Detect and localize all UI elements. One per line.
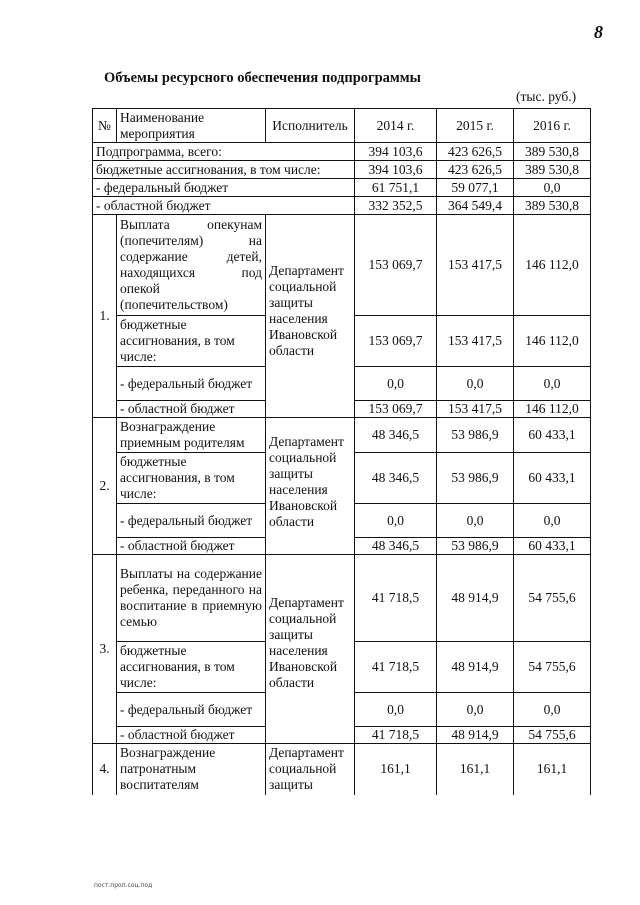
value-2016: 54 755,6 [514, 555, 591, 642]
value-2014: 153 069,7 [355, 401, 437, 418]
header-executor: Исполнитель [266, 109, 355, 143]
value-2015: 48 914,9 [437, 555, 514, 642]
value-2016: 0,0 [514, 693, 591, 727]
value-2015: 423 626,5 [437, 161, 514, 179]
value-2016: 60 433,1 [514, 418, 591, 453]
value-2015: 53 986,9 [437, 453, 514, 504]
summary-label: - федеральный бюджет [93, 179, 355, 197]
activity-name: Выплаты на содержание ребенка, переданного на воспитание в приемную семью [117, 555, 266, 642]
footer-filename: пост.проп.соц.под [94, 882, 153, 889]
activity-name: бюджетные ассигнования, в том числе: [117, 453, 266, 504]
activity-name: бюджетные ассигнования, в том числе: [117, 316, 266, 367]
item-number: 4. [93, 744, 117, 795]
value-2014: 48 346,5 [355, 538, 437, 555]
page-title: Объемы ресурсного обеспечения подпрограммы [104, 70, 421, 86]
value-2015: 423 626,5 [437, 143, 514, 161]
header-2016: 2016 г. [514, 109, 591, 143]
activity-name: - областной бюджет [117, 401, 266, 418]
value-2015: 153 417,5 [437, 215, 514, 316]
value-2015: 48 914,9 [437, 727, 514, 744]
summary-label: бюджетные ассигнования, в том числе: [93, 161, 355, 179]
activity-name: - областной бюджет [117, 727, 266, 744]
value-2014: 0,0 [355, 693, 437, 727]
page-number: 8 [594, 22, 603, 42]
value-2016: 389 530,8 [514, 143, 591, 161]
value-2014: 41 718,5 [355, 727, 437, 744]
value-2014: 61 751,1 [355, 179, 437, 197]
activity-name: Вознаграждение патронатным воспитателям [117, 744, 266, 795]
value-2016: 161,1 [514, 744, 591, 795]
value-2015: 0,0 [437, 367, 514, 401]
value-2015: 59 077,1 [437, 179, 514, 197]
summary-row [93, 179, 591, 197]
value-2014: 394 103,6 [355, 161, 437, 179]
value-2014: 48 346,5 [355, 418, 437, 453]
value-2015: 53 986,9 [437, 538, 514, 555]
value-2016: 0,0 [514, 504, 591, 538]
activity-name: - федеральный бюджет [117, 693, 266, 727]
table-row [93, 215, 591, 316]
activity-name: бюджетные ассигнования, в том числе: [117, 642, 266, 693]
activity-name: - федеральный бюджет [117, 367, 266, 401]
header-2015: 2015 г. [437, 109, 514, 143]
header-name: Наименование мероприятия [117, 109, 266, 143]
value-2015: 161,1 [437, 744, 514, 795]
resource-table [92, 108, 591, 795]
executor: Департамент социальной защиты населения Ивановской области [266, 555, 355, 744]
summary-row [93, 161, 591, 179]
value-2014: 41 718,5 [355, 642, 437, 693]
value-2016: 146 112,0 [514, 401, 591, 418]
value-2014: 153 069,7 [355, 316, 437, 367]
table-header-row [93, 109, 591, 143]
value-2014: 161,1 [355, 744, 437, 795]
value-2015: 53 986,9 [437, 418, 514, 453]
value-2016: 60 433,1 [514, 453, 591, 504]
executor: Департамент социальной защиты [266, 744, 355, 795]
value-2016: 54 755,6 [514, 727, 591, 744]
value-2015: 364 549,4 [437, 197, 514, 215]
activity-name: Выплата опекунам (попечителям) на содержание детей, находящихся под опекой (попечительством) [117, 215, 266, 316]
header-2014: 2014 г. [355, 109, 437, 143]
value-2014: 0,0 [355, 367, 437, 401]
item-number: 3. [93, 555, 117, 744]
value-2016: 0,0 [514, 367, 591, 401]
value-2016: 146 112,0 [514, 215, 591, 316]
summary-row [93, 197, 591, 215]
value-2016: 146 112,0 [514, 316, 591, 367]
value-2016: 54 755,6 [514, 642, 591, 693]
value-2016: 0,0 [514, 179, 591, 197]
activity-name: - федеральный бюджет [117, 504, 266, 538]
table-row [93, 555, 591, 642]
value-2015: 0,0 [437, 693, 514, 727]
value-2015: 0,0 [437, 504, 514, 538]
item-number: 2. [93, 418, 117, 555]
value-2015: 153 417,5 [437, 401, 514, 418]
value-2014: 153 069,7 [355, 215, 437, 316]
summary-row [93, 143, 591, 161]
value-2015: 153 417,5 [437, 316, 514, 367]
value-2014: 48 346,5 [355, 453, 437, 504]
activity-name: Вознаграждение приемным родителям [117, 418, 266, 453]
units-label: (тыс. руб.) [516, 89, 577, 104]
value-2014: 41 718,5 [355, 555, 437, 642]
value-2014: 394 103,6 [355, 143, 437, 161]
value-2015: 48 914,9 [437, 642, 514, 693]
value-2014: 0,0 [355, 504, 437, 538]
summary-label: Подпрограмма, всего: [93, 143, 355, 161]
value-2016: 389 530,8 [514, 161, 591, 179]
item-number: 1. [93, 215, 117, 418]
table-row [93, 744, 591, 795]
value-2016: 389 530,8 [514, 197, 591, 215]
activity-name: - областной бюджет [117, 538, 266, 555]
executor: Департамент социальной защиты населения Ивановской области [266, 215, 355, 418]
executor: Департамент социальной защиты населения Ивановской области [266, 418, 355, 555]
value-2014: 332 352,5 [355, 197, 437, 215]
table-row [93, 418, 591, 453]
value-2016: 60 433,1 [514, 538, 591, 555]
summary-label: - областной бюджет [93, 197, 355, 215]
header-no: № [93, 109, 117, 143]
